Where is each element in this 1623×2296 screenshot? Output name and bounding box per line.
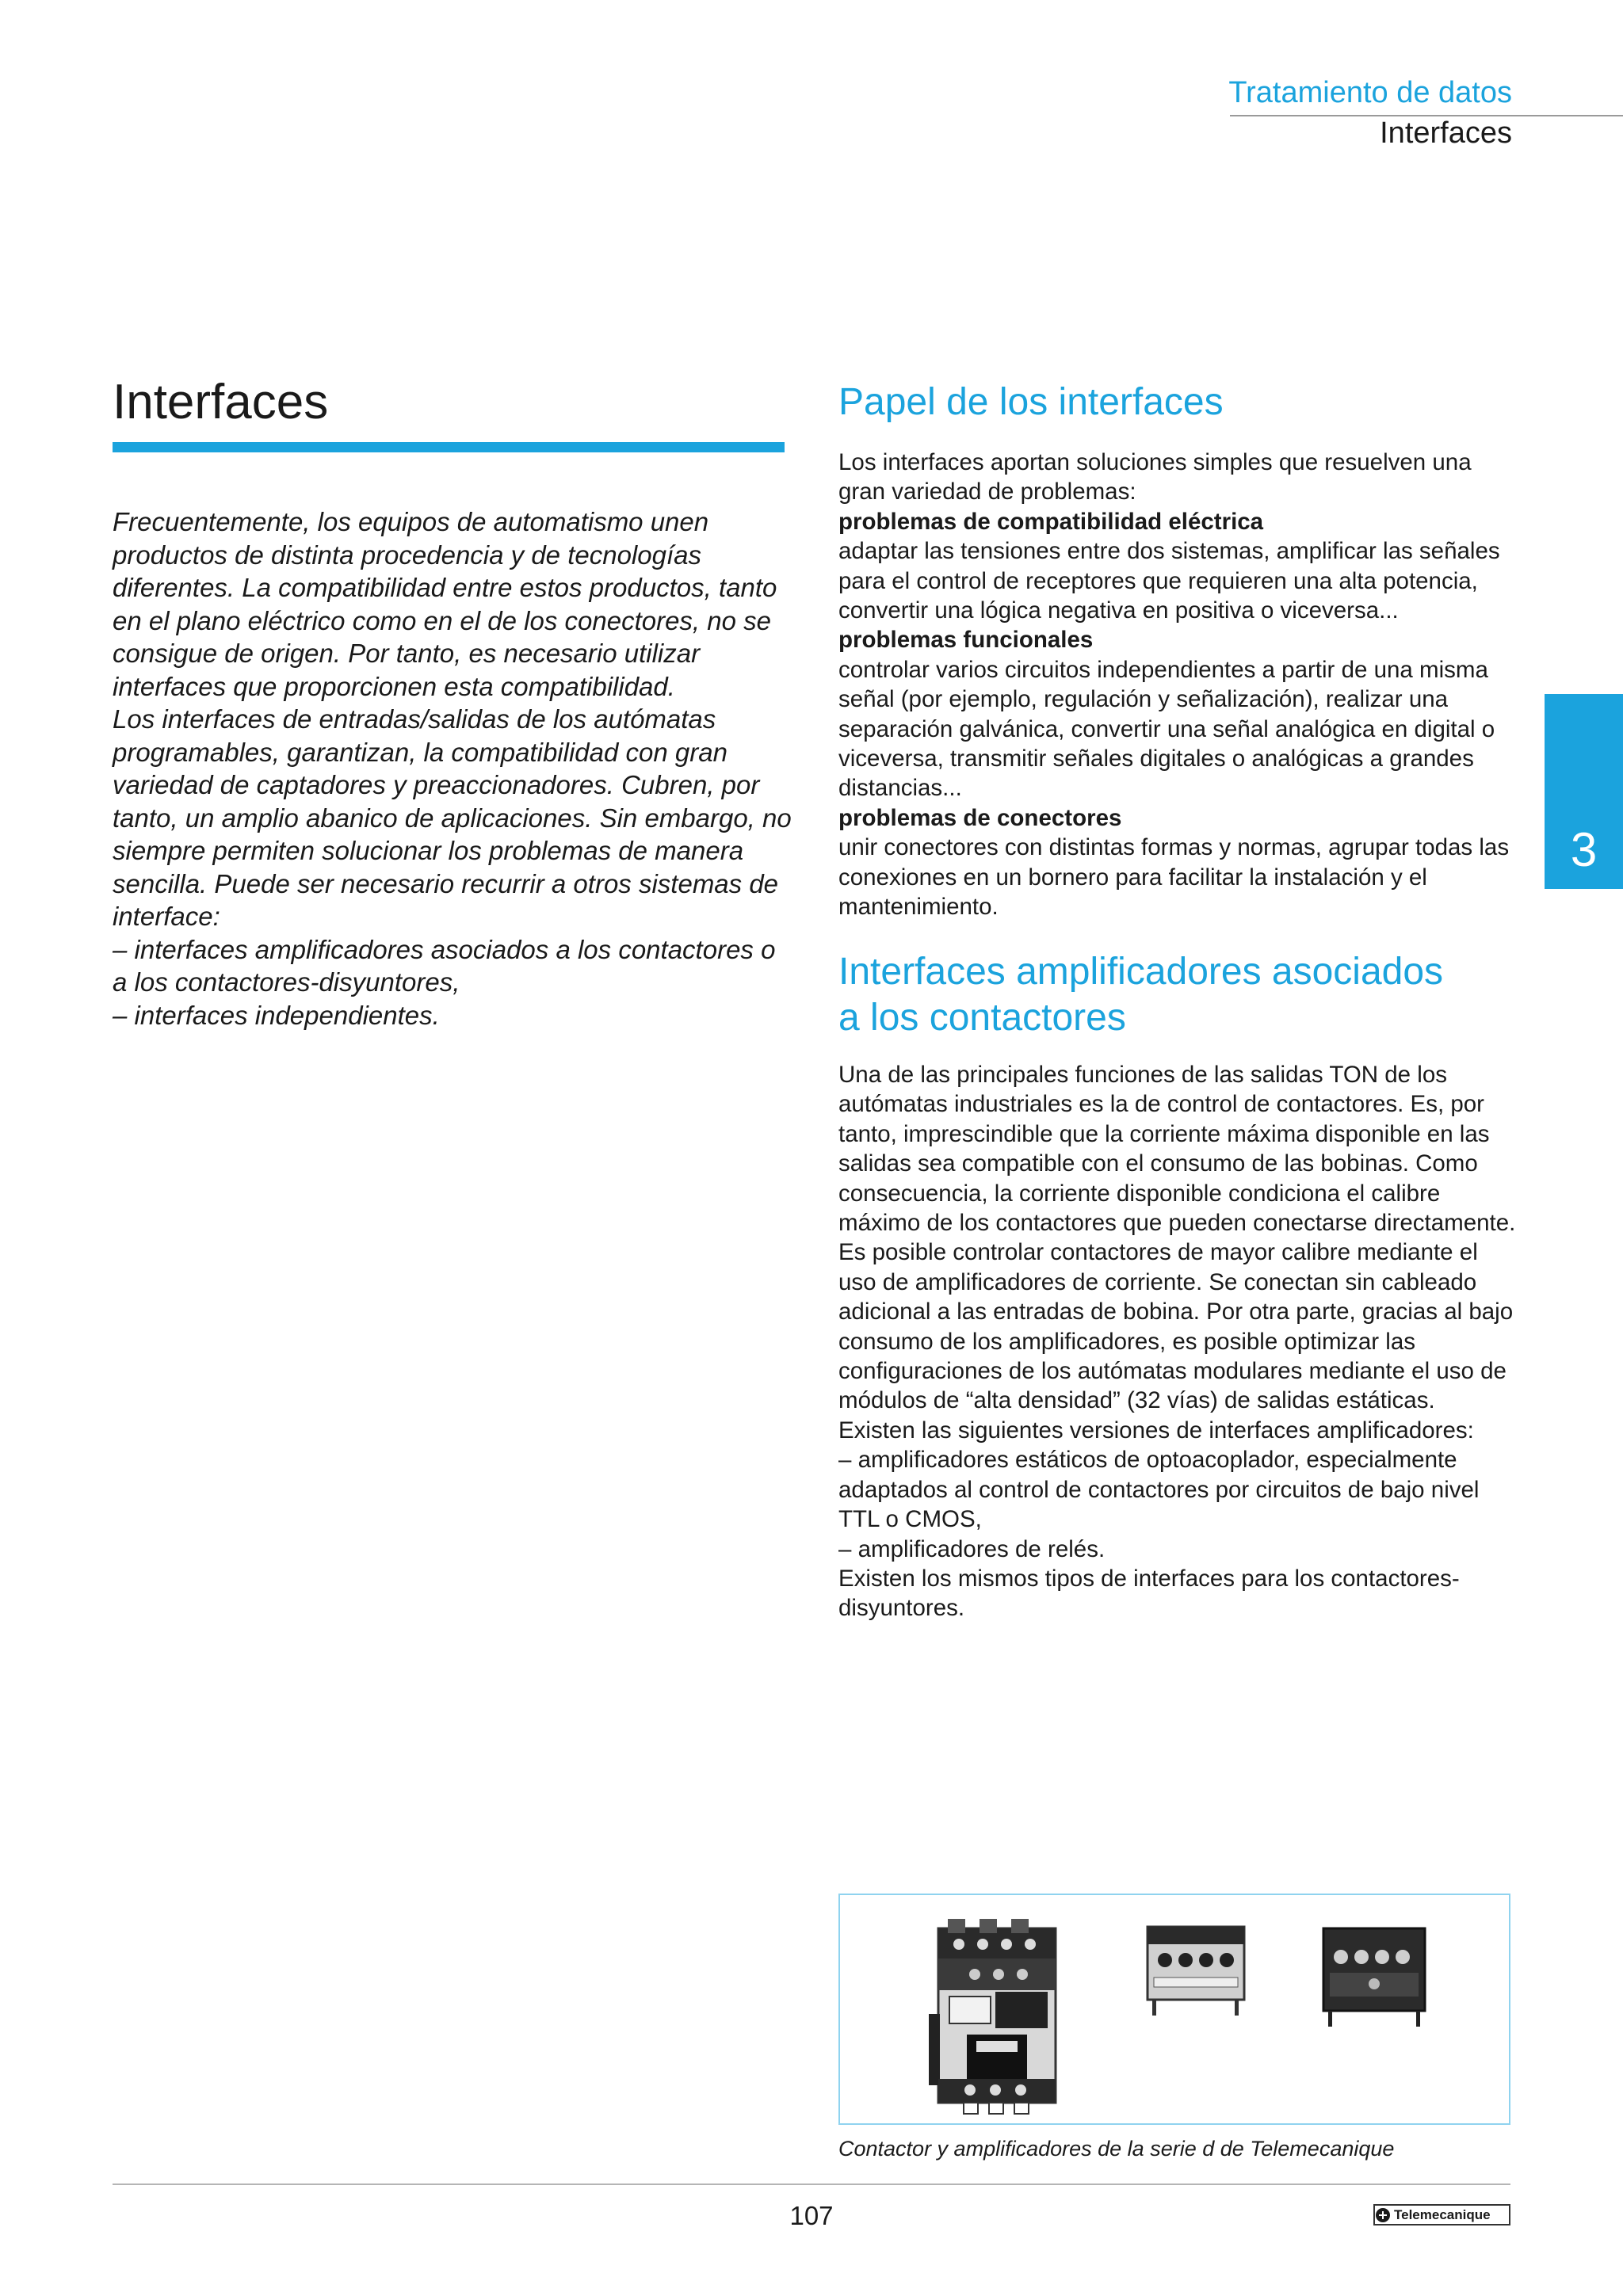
section-body-amplificadores (838, 1060, 1520, 1623)
contactor-image (929, 1919, 1056, 2114)
subheading: problemas de conectores (838, 804, 1122, 831)
paragraph: Los interfaces aportan soluciones simples que resuelven una gran variedad de problemas: (838, 449, 1472, 505)
running-header-subsection: Interfaces (1380, 116, 1512, 150)
figure-caption: Contactor y amplificadores de la serie d de Telemecanique (838, 2137, 1395, 2161)
product-figure (838, 1894, 1510, 2125)
page-number: 107 (789, 2201, 834, 2230)
subheading: problemas de compatibilidad eléctrica (838, 508, 1264, 535)
title-accent-bar (113, 442, 785, 452)
brand-name: Telemecanique (1394, 2206, 1491, 2222)
paragraph: Una de las principales funciones de las salidas TON de los autómatas industriales es la de control de contactores. Es, por tanto, imprescindible que la corriente máxima disponible en las salidas sea compatible con el consumo de las bobinas. Como consecuencia, la corriente disponible condiciona el calibre máximo de los contactores que pueden conectarse directamente. (838, 1062, 1516, 1237)
intro-list-item: – interfaces amplificadores asociados a los contactores o a los contactores-disyuntores, (113, 934, 776, 997)
section-heading-amplificadores (838, 949, 1443, 1041)
section-body-papel (838, 448, 1520, 922)
chapter-number: 3 (1570, 823, 1598, 876)
product-photo (840, 1895, 1509, 2123)
paragraph: Existen las siguientes versiones de interfaces amplificadores: (838, 1417, 1474, 1444)
subheading: problemas funcionales (838, 627, 1094, 654)
intro-text (113, 505, 794, 1032)
intro-paragraph: Los interfaces de entradas/salidas de los autómatas programables, garantizan, la compatibilidad con gran variedad de captadores y preaccionadores. Cubren, por tanto, un amplio abanico de aplicaciones. Sin embargo, no siempre permiten solucionar los problemas de manera sencilla. Puede ser necesario recurrir a otros sistemas de interface: (113, 704, 792, 931)
intro-paragraph: Frecuentemente, los equipos de automatismo unen productos de distinta procedencia y de tecnologías diferentes. La compatibilidad entre estos productos, tanto en el plano eléctrico como en el de los conectores, no se consigue de origen. Por tanto, es necesario utilizar interfaces que proporcionen esta compatibilidad. (113, 507, 777, 701)
heading-line: a los contactores (838, 997, 1126, 1039)
list-item: – amplificadores de relés. (838, 1535, 1106, 1562)
section-heading-papel: Papel de los interfaces (838, 381, 1224, 423)
running-header-section: Tratamiento de datos (1228, 76, 1512, 109)
list-item: – amplificadores estáticos de optoacoplador, especialmente adaptados al control de contactores por circuitos de bajo nivel TTL o CMOS, (838, 1447, 1480, 1533)
paragraph: adaptar las tensiones entre dos sistemas, amplificar las señales para el control de receptores que requieren una alta potencia, convertir una lógica negativa en positiva o viceversa... (838, 538, 1500, 624)
amplifier-image (1148, 1927, 1244, 2016)
paragraph: Existen los mismos tipos de interfaces para los contactores-disyuntores. (838, 1565, 1460, 1622)
amplifier-image (1323, 1928, 1425, 2027)
footer-divider (113, 2183, 1510, 2185)
page-title: Interfaces (113, 375, 329, 429)
paragraph: unir conectores con distintas formas y normas, agrupar todas las conexiones en un bornero para facilitar la instalación y el mantenimiento. (838, 834, 1510, 921)
brand-logo (1373, 2204, 1510, 2225)
paragraph: controlar varios circuitos independientes a partir de una misma señal (por ejemplo, regulación y señalización), realizar una separación galvánica, convertir una señal analógica en digital o viceversa, transmitir señales digitales o analógicas a grandes distancias... (838, 656, 1495, 802)
intro-list-item: – interfaces independientes. (113, 1000, 440, 1030)
paragraph: Es posible controlar contactores de mayor calibre mediante el uso de amplificadores de corriente. Se conectan sin cableado adicional a las entradas de bobina. Por otra parte, gracias al bajo consumo de los amplificadores, es posible optimizar las configuraciones de los autómatas modulares mediante el uso de módulos de “alta densidad” (32 vías) de salidas estáticas. (838, 1239, 1514, 1414)
brand-emblem-icon (1375, 2207, 1391, 2223)
heading-line: Interfaces amplificadores asociados (838, 951, 1444, 993)
